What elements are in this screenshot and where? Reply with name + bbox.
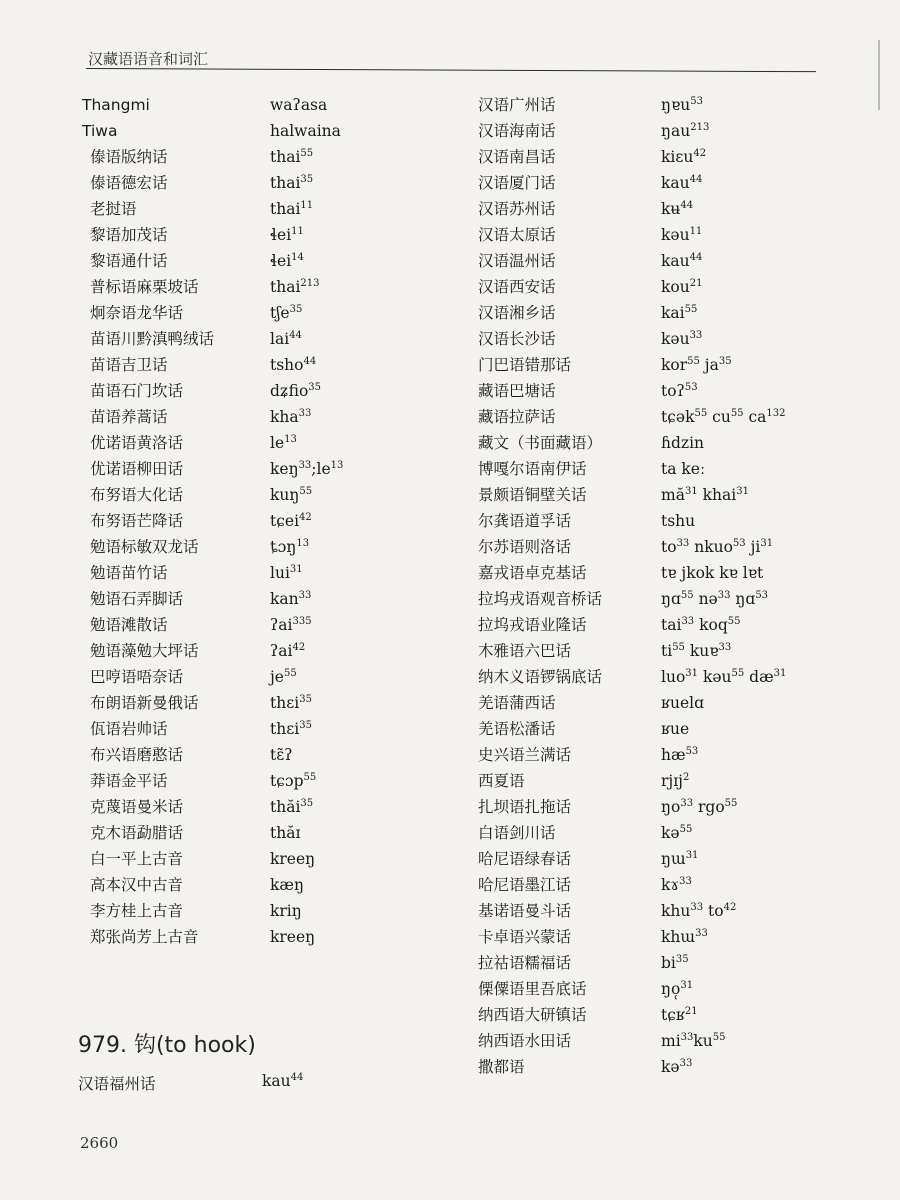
tone-number: 35 [300, 798, 314, 809]
tone-number: 55 [727, 616, 741, 627]
entry-form: waʔasa [270, 96, 328, 114]
tone-number: 31 [736, 486, 749, 497]
entry-form: khɯ$^{33}$ [661, 928, 708, 946]
entry-language: 布兴语磨憨话 [90, 746, 184, 764]
tone-number: 33 [298, 590, 312, 601]
entry-form: kau$^{44}$ [661, 174, 703, 192]
section-entry-row [78, 1072, 458, 1098]
entry-language: 傈僳语里吾底话 [478, 980, 587, 998]
entry-language: 藏语巴塘话 [478, 382, 556, 400]
tone-number: 31 [773, 668, 787, 679]
entry-form: kɤ$^{33}$ [661, 876, 692, 894]
entry-form: lai$^{44}$ [270, 330, 302, 348]
tone-number: 35 [300, 174, 314, 185]
entry-form: halwaina [270, 122, 341, 140]
entry-language: Thangmi [82, 96, 150, 114]
entry-language: 拉坞戎语观音桥话 [478, 590, 603, 608]
entry-language: 傣语德宏话 [90, 174, 168, 192]
tone-number: 33 [717, 590, 731, 601]
entry-form: ŋɑ$^{55}$ nə$^{33}$ ŋɑ$^{53}$ [661, 590, 769, 608]
tone-number: 11 [291, 226, 304, 237]
tone-number: 31 [685, 668, 699, 679]
entry-language: 苗语川黔滇鸭绒话 [90, 330, 215, 348]
entry-form: ŋau$^{213}$ [661, 122, 710, 140]
entry-form: kai$^{55}$ [661, 304, 698, 322]
entry-language: 佤语岩帅话 [90, 720, 168, 738]
entry-language: 汉语西安话 [478, 278, 556, 296]
running-head: 汉藏语语音和词汇 [88, 50, 209, 68]
entry-form: $je^{55}$ [270, 668, 297, 686]
entry-form: ɬei$^{11}$ [270, 226, 304, 244]
tone-number: 55 [679, 824, 693, 835]
entry-form: thai$^{35}$ [270, 174, 314, 192]
entry-language: 汉语湘乡话 [478, 304, 556, 322]
entry-language: 哈尼语绿春话 [478, 850, 572, 868]
entry-form: kiɛu$^{42}$ [661, 148, 707, 166]
tone-number: 44 [689, 252, 703, 263]
entry-language: 嘉戎语卓克基话 [478, 564, 587, 582]
tone-number: 33 [679, 876, 692, 887]
entry-language: 撒都语 [478, 1058, 525, 1076]
entry-form: kuŋ$^{55}$ [270, 486, 313, 504]
tone-number: 335 [292, 616, 312, 627]
tone-number: 33 [695, 928, 708, 939]
entry-form: ȶɔŋ$^{13}$ [270, 538, 310, 556]
entry-form: tɛ̃ʔ [270, 746, 293, 764]
entry-form: ʁuelɑ [661, 694, 705, 712]
entry-language: 卡卓语兴蒙话 [478, 928, 572, 946]
entry-form: rjɪj$^2$ [661, 772, 690, 790]
entry-language: 扎坝语扎拖话 [478, 798, 572, 816]
entry-language: 汉语苏州话 [478, 200, 556, 218]
tone-number: 55 [712, 1032, 726, 1043]
entry-form: tʃe$^{35}$ [270, 304, 303, 322]
entry-language: 布努语大化话 [90, 486, 184, 504]
entry-form: kan$^{33}$ [270, 590, 312, 608]
entry-form: $le^{13}$ [270, 434, 297, 452]
entry-form: kau$^{44}$ [262, 1072, 304, 1090]
entry-language: 勉语滩散话 [90, 616, 168, 634]
tone-number: 31 [684, 486, 698, 497]
tone-number: 11 [300, 200, 314, 211]
entry-form: kʉ$^{44}$ [661, 200, 694, 218]
entry-form: tɐ jkok kɐ lɐt [661, 564, 764, 582]
entry-language: 优诺语柳田话 [90, 460, 184, 478]
tone-number: 53 [690, 96, 703, 107]
entry-language: 纳木义语锣锅底话 [478, 668, 603, 686]
tone-number: 31 [760, 538, 774, 549]
entry-language: 景颇语铜壁关话 [478, 486, 587, 504]
tone-number: 33 [689, 330, 703, 341]
entry-language: 炯奈语龙华话 [90, 304, 184, 322]
entry-form: kəu$^{11}$ [661, 226, 703, 244]
tone-number: 21 [684, 1006, 698, 1017]
entry-form: ʁue [661, 720, 690, 738]
entry-form: thai$^{55}$ [270, 148, 314, 166]
entry-form: dʑfio$^{35}$ [270, 382, 322, 400]
entry-language: 苗语石门坎话 [90, 382, 184, 400]
entry-language: 优诺语黄洛话 [90, 434, 184, 452]
entry-form: kæŋ [270, 876, 304, 894]
tone-number: 55 [672, 642, 685, 653]
tone-number: 42 [693, 148, 707, 159]
entry-language: 基诺语曼斗话 [478, 902, 572, 920]
tone-number: 13 [296, 538, 310, 549]
entry-language: 尔苏语则洛话 [478, 538, 572, 556]
tone-number: 55 [730, 408, 744, 419]
tone-number: 55 [731, 668, 745, 679]
entry-language: 勉语苗竹话 [90, 564, 168, 582]
tone-number: 33 [681, 616, 695, 627]
entry-language: 汉语海南话 [478, 122, 556, 140]
entry-form: kor$^{55}$ $ja^{35}$ [661, 356, 732, 374]
entry-form: thɛi$^{35}$ [270, 694, 312, 712]
entry-language: 郑张尚芳上古音 [90, 928, 199, 946]
entry-language: 勉语标敏双龙话 [90, 538, 199, 556]
entry-language: 藏文（书面藏语） [478, 434, 603, 452]
tone-number: 55 [694, 408, 708, 419]
entry-form: $ŋo^{33}$ rgo$^{55}$ [661, 798, 738, 816]
entry-form: ŋɐu$^{53}$ [661, 96, 703, 114]
page-edge-mark [878, 40, 880, 110]
tone-number: 53 [684, 382, 698, 393]
entry-form: kreeŋ [270, 850, 316, 868]
entry-form: kriŋ [270, 902, 302, 920]
tone-number: 53 [685, 746, 699, 757]
entry-language: 克木语勐腊话 [90, 824, 184, 842]
entry-language: 尔龚语道孚话 [478, 512, 572, 530]
entry-language: 纳西语水田话 [478, 1032, 572, 1050]
entry-form: ɦdzin [661, 434, 705, 452]
tone-number: 53 [732, 538, 746, 549]
tone-number: 35 [308, 382, 322, 393]
tone-number: 53 [755, 590, 769, 601]
entry-language: 苗语吉卫话 [90, 356, 168, 374]
tone-number: 33 [680, 1032, 694, 1043]
entry-language: 布努语芒降话 [90, 512, 184, 530]
entry-language: 莽语金平话 [90, 772, 168, 790]
tone-number: 35 [299, 720, 312, 731]
entry-language: 李方桂上古音 [90, 902, 184, 920]
entry-language: 汉语太原话 [478, 226, 556, 244]
entry-form: kə$^{33}$ [661, 1058, 693, 1076]
entry-language: 门巴语错那话 [478, 356, 572, 374]
tone-number: 14 [291, 252, 304, 263]
entry-language: 羌语蒲西话 [478, 694, 556, 712]
tone-number: 33 [676, 538, 690, 549]
tone-number: 13 [330, 460, 344, 471]
tone-number: 44 [290, 1072, 304, 1083]
tone-number: 31 [685, 850, 699, 861]
entry-language: 羌语松潘话 [478, 720, 556, 738]
tone-number: 42 [292, 642, 306, 653]
entry-form: $to^{33}$ nkuo$^{53}$ $ji^{31}$ [661, 538, 774, 556]
entry-language: 巴哼语唔奈话 [90, 668, 184, 686]
entry-language: 汉语广州话 [478, 96, 556, 114]
entry-form: tɕei$^{42}$ [270, 512, 312, 530]
tone-number: 55 [680, 590, 694, 601]
entry-form: $mă^{31}$ khai$^{31}$ [661, 486, 749, 504]
entry-language: 拉坞戎语业隆话 [478, 616, 587, 634]
tone-number: 13 [284, 434, 297, 445]
entry-language: 黎语加茂话 [90, 226, 168, 244]
entry-language: 博嘎尔语南伊话 [478, 460, 587, 478]
entry-language: 汉语温州话 [478, 252, 556, 270]
entry-language: 藏语拉萨话 [478, 408, 556, 426]
tone-number: 33 [680, 798, 694, 809]
tone-number: 55 [724, 798, 738, 809]
entry-form: kreeŋ [270, 928, 316, 946]
entry-form: $mi^{33}ku^{55}$ [661, 1032, 726, 1050]
tone-number: 55 [684, 304, 698, 315]
entry-form: kou$^{21}$ [661, 278, 703, 296]
tone-number: 44 [289, 330, 302, 341]
entry-language: 白一平上古音 [90, 850, 184, 868]
page-number: 2660 [80, 1134, 119, 1152]
entry-language: 汉语厦门话 [478, 174, 556, 192]
entry-form: $bi^{35}$ [661, 954, 689, 972]
entry-form: kəu$^{33}$ [661, 330, 703, 348]
entry-language: 克蔑语曼米话 [90, 798, 184, 816]
entry-form: toʔ$^{53}$ [661, 382, 698, 400]
entry-form: thai$^{213}$ [270, 278, 320, 296]
entry-language: 傣语版纳话 [90, 148, 168, 166]
entry-form: luo$^{31}$ kəu$^{55}$ $dæ^{31}$ [661, 668, 787, 686]
tone-number: 55 [303, 772, 317, 783]
entry-language: 史兴语兰满话 [478, 746, 572, 764]
tone-number: 35 [718, 356, 732, 367]
entry-form: khu$^{33}$ $to^{42}$ [661, 902, 737, 920]
tone-number: 44 [680, 200, 694, 211]
tone-number: 11 [689, 226, 703, 237]
tone-number: 35 [299, 694, 312, 705]
entry-language: 苗语养蒿话 [90, 408, 168, 426]
entry-form: thăɪ [270, 824, 301, 842]
header-rule [86, 68, 816, 72]
tone-number: 44 [689, 174, 703, 185]
entry-language: 高本汉中古音 [90, 876, 184, 894]
entry-language: 西夏语 [478, 772, 525, 790]
entry-form: ta keː [661, 460, 706, 478]
tone-number: 35 [675, 954, 689, 965]
tone-number: 31 [289, 564, 303, 575]
entry-form: ʔai$^{42}$ [270, 642, 306, 660]
entry-form: tai$^{33}$ koq$^{55}$ [661, 616, 741, 634]
entry-language: 勉语藻勉大坪话 [90, 642, 199, 660]
tone-number: 55 [687, 356, 700, 367]
entry-language: 汉语南昌话 [478, 148, 556, 166]
tone-number: 33 [690, 902, 704, 913]
entry-language: Tiwa [82, 122, 118, 140]
entry-language: 布朗语新曼俄话 [90, 694, 199, 712]
tone-number: 132 [766, 408, 786, 419]
tone-number: 213 [690, 122, 710, 133]
entry-form: lui$^{31}$ [270, 564, 303, 582]
entry-form: tɕɔp$^{55}$ [270, 772, 317, 790]
tone-number: 33 [718, 642, 732, 653]
section-title: 979. 钩(to hook) [78, 1033, 256, 1058]
entry-language: 普标语麻栗坡话 [90, 278, 199, 296]
entry-form: thăi$^{35}$ [270, 798, 314, 816]
entry-form: ŋo̜$^{31}$ [661, 980, 694, 998]
entry-language: 黎语通什话 [90, 252, 168, 270]
entry-language: 老挝语 [90, 200, 137, 218]
tone-number: 31 [680, 980, 694, 991]
tone-number: 42 [723, 902, 737, 913]
entry-language: 汉语长沙话 [478, 330, 556, 348]
tone-number: 42 [299, 512, 312, 523]
tone-number: 33 [298, 408, 312, 419]
entry-form: ŋɯ$^{31}$ [661, 850, 699, 868]
entry-language: 木雅语六巴话 [478, 642, 572, 660]
tone-number: 21 [689, 278, 703, 289]
entry-form: kha$^{33}$ [270, 408, 312, 426]
entry-form: ʔai$^{335}$ [270, 616, 312, 634]
entry-language: 哈尼语墨江话 [478, 876, 572, 894]
entry-form: thɛi$^{35}$ [270, 720, 312, 738]
tone-number: 33 [298, 460, 312, 471]
tone-number: 33 [679, 1058, 693, 1069]
tone-number: 55 [300, 148, 314, 159]
entry-form: kə$^{55}$ [661, 824, 693, 842]
entry-language: 白语剑川话 [478, 824, 556, 842]
entry-language: 汉语福州话 [78, 1075, 156, 1093]
tone-number: 55 [283, 668, 297, 679]
tone-number: 55 [299, 486, 313, 497]
entry-form: tɕək$^{55}$ $cu^{55}$ $ca^{132}$ [661, 408, 786, 426]
entry-language: 纳西语大研镇话 [478, 1006, 587, 1024]
entry-form: $hæ^{53}$ [661, 746, 699, 764]
entry-form: $keŋ^{33};le^{13}$ [270, 460, 344, 478]
entry-form: kau$^{44}$ [661, 252, 703, 270]
entry-form: ɬei$^{14}$ [270, 252, 304, 270]
tone-number: 44 [303, 356, 317, 367]
tone-number: 213 [300, 278, 320, 289]
tone-number: 2 [682, 772, 690, 783]
entry-form: tsho$^{44}$ [270, 356, 317, 374]
entry-form: tshu [661, 512, 696, 530]
entry-form: $ti^{55}$ kuɐ$^{33}$ [661, 642, 732, 660]
entry-language: 勉语石弄脚话 [90, 590, 184, 608]
entry-form: tɕʁ$^{21}$ [661, 1006, 698, 1024]
tone-number: 35 [289, 304, 303, 315]
entry-language: 拉祜语糯福话 [478, 954, 572, 972]
entry-form: thai$^{11}$ [270, 200, 314, 218]
